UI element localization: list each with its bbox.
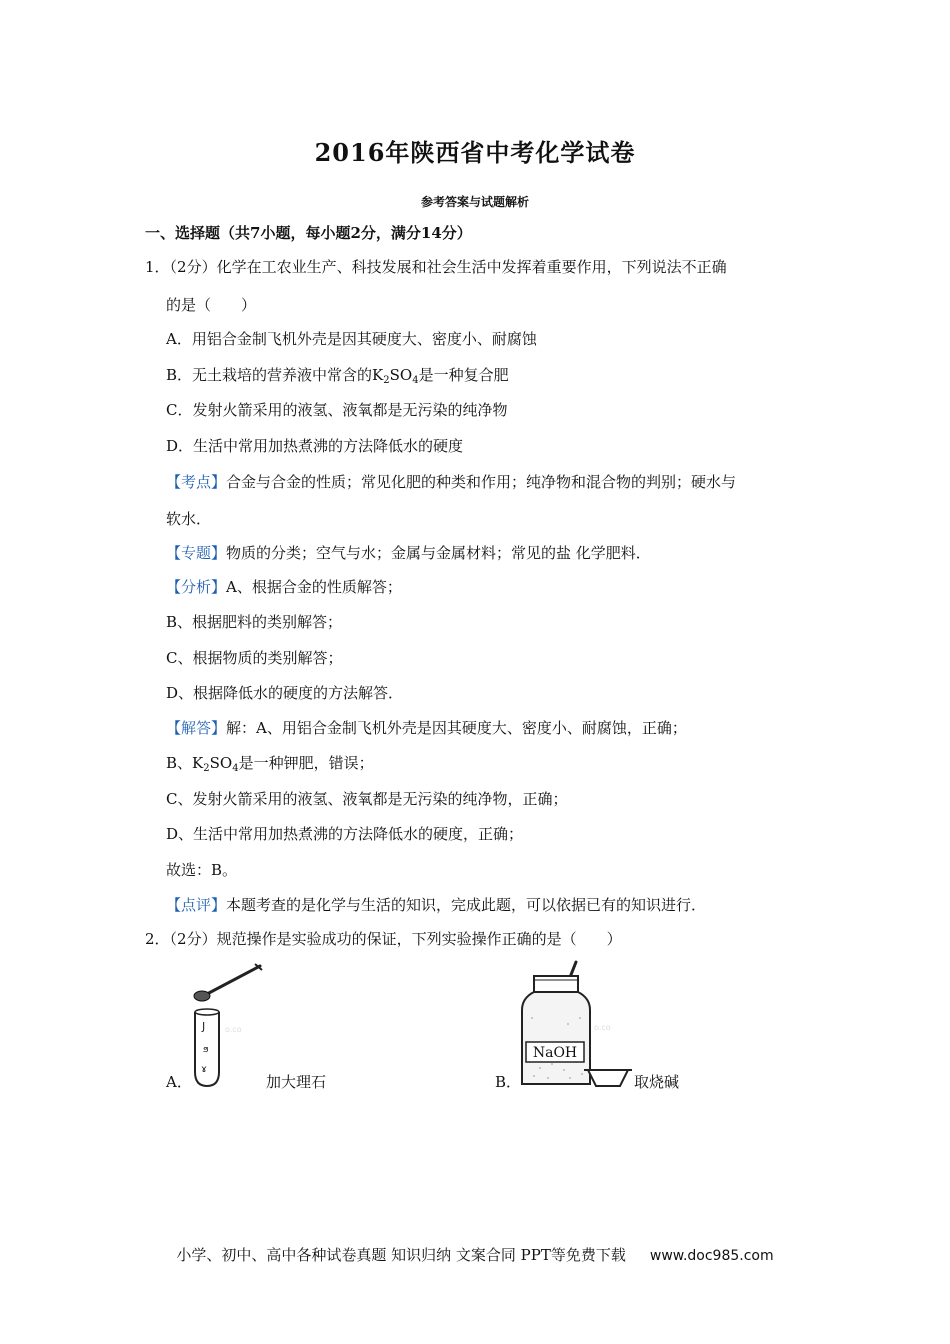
q1-jieda-d: D、生活中常用加热煮沸的方法降低水的硬度，正确；: [166, 825, 524, 843]
svg-text:o.co: o.co: [594, 1023, 611, 1032]
document-subtitle: 参考答案与试题解析: [420, 195, 529, 209]
q1-option-c: C．发射火箭采用的液氢、液氧都是无污染的纯净物: [166, 401, 508, 419]
section-heading: 一、选择题（共7小题，每小题2分，满分14分）: [145, 224, 472, 242]
q1-option-d: D．生活中常用加热煮沸的方法降低水的硬度: [166, 437, 464, 455]
svg-text:ɤ: ɤ: [201, 1064, 207, 1075]
footer-url[interactable]: www.doc985.com: [649, 1248, 774, 1264]
dianping-tag: 【点评】: [166, 896, 227, 914]
q1-kaodian-cont: 软水．: [166, 510, 212, 528]
q1-zhuanti: 【专题】物质的分类；空气与水；金属与金属材料；常见的盐 化学肥料．: [166, 544, 651, 562]
q1-stem-line2: 的是（ ）: [166, 296, 257, 314]
q1-answer: 故选：B。: [166, 861, 238, 879]
q1-fenxi-b: B、根据肥料的类别解答；: [166, 613, 343, 631]
svg-text:o.co: o.co: [225, 1025, 242, 1034]
naoh-bottle-label: NaOH: [532, 1045, 578, 1061]
q1-jieda: 【解答】解：A、用铝合金制飞机外壳是因其硬度大、密度小、耐腐蚀，正确；: [166, 719, 687, 737]
q1-fenxi-d: D、根据降低水的硬度的方法解答．: [166, 684, 404, 702]
q1-fenxi: 【分析】A、根据合金的性质解答；: [166, 578, 402, 596]
svg-text:J: J: [202, 1020, 206, 1033]
document-title: 2016年陕西省中考化学试卷: [314, 138, 636, 167]
q1-jieda-b: B、$K_2SO_4$是一种钾肥，错误；: [166, 754, 374, 774]
q1-option-b: B．无土栽培的营养液中常含的$K_2SO_4$是一种复合肥: [166, 366, 509, 386]
fenxi-tag: 【分析】: [166, 578, 227, 596]
svg-text:ϧ: ϧ: [203, 1045, 209, 1055]
q1-dianping: 【点评】本题考查的是化学与生活的知识，完成此题，可以依据已有的知识进行．: [166, 896, 707, 914]
kaodian-tag: 【考点】: [166, 473, 227, 491]
q2-option-b-caption: 取烧碱: [634, 1073, 680, 1091]
q1-fenxi-c: C、根据物质的类别解答；: [166, 649, 343, 667]
q1-jieda-c: C、发射火箭采用的液氢、液氧都是无污染的纯净物，正确；: [166, 790, 568, 808]
q1-stem-line1: 1．（2分）化学在工农业生产、科技发展和社会生活中发挥着重要作用，下列说法不正确: [145, 258, 727, 276]
test-tube-spoon-illustration: [185, 960, 265, 1090]
q1-option-a: A．用铝合金制飞机外壳是因其硬度大、密度小、耐腐蚀: [166, 330, 537, 348]
jieda-tag: 【解答】: [166, 719, 227, 737]
page-footer: [0, 1244, 950, 1265]
q2-option-a-letter: A．: [166, 1073, 192, 1091]
q1-kaodian: 【考点】合金与合金的性质；常见化肥的种类和作用；纯净物和混合物的判别；硬水与: [166, 473, 737, 491]
zhuanti-tag: 【专题】: [166, 544, 227, 562]
q2-option-a-caption: 加大理石: [266, 1073, 327, 1091]
q2-stem: 2．（2分）规范操作是实验成功的保证，下列实验操作正确的是（ ）: [145, 930, 622, 948]
q2-option-b-letter: B．: [495, 1073, 522, 1091]
naoh-bottle-illustration: [520, 958, 640, 1088]
footer-text: 小学、初中、高中各种试卷真题 知识归纳 文案合同 PPT等免费下载: [176, 1246, 626, 1264]
